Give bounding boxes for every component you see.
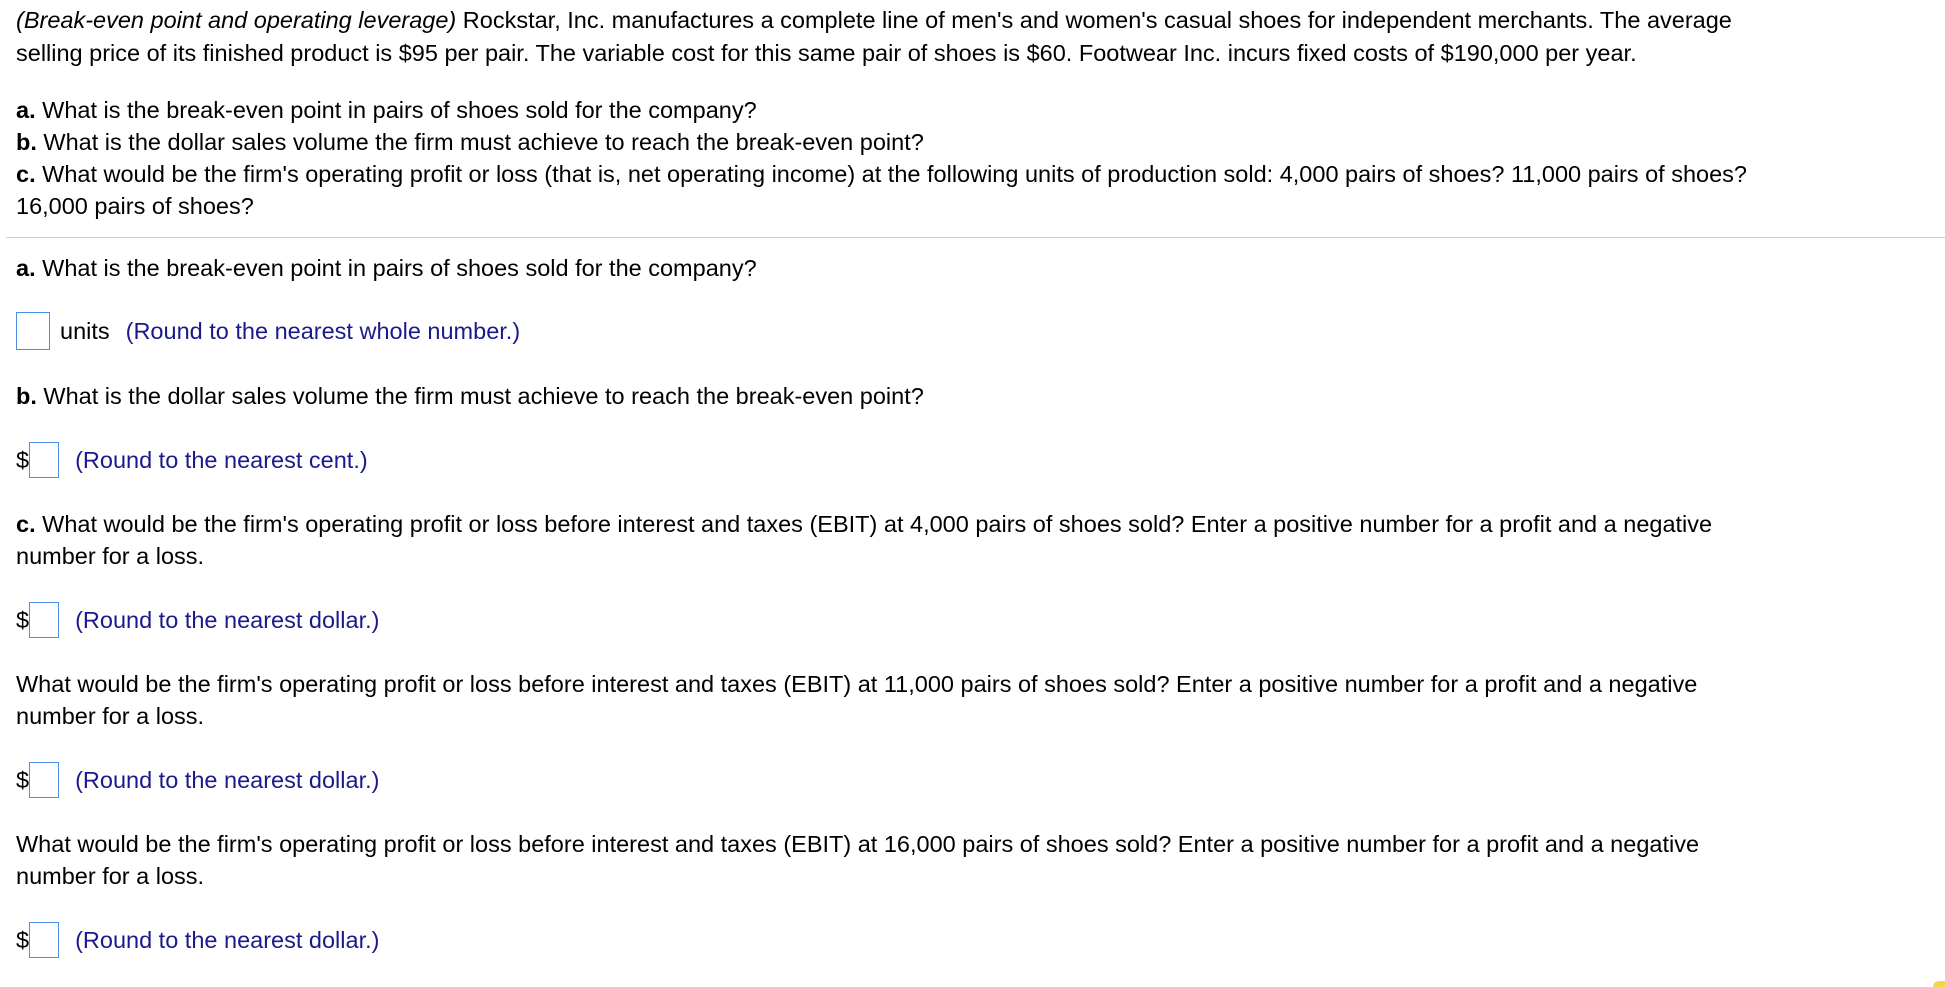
answer-row-a (16, 311, 520, 351)
problem-part-c-cont: 16,000 pairs of shoes? (16, 193, 254, 219)
dollar-sign: $ (16, 446, 30, 473)
part-c-text: What would be the firm's operating profit or loss (that is, net operating income) at the following units of production sold: 4,000 pairs of shoes? 11,000 pairs of shoes? (35, 161, 1747, 187)
question-c3-cont: number for a loss. (16, 863, 205, 889)
answer-row-b (16, 440, 368, 480)
problem-statement-line-2: selling price of its finished product is $95 per pair. The variable cost for this same pair of shoes is $60. Footwear Inc. incurs fixed costs of $190,000 per year. (16, 40, 1637, 66)
problem-topic: (Break-even point and operating leverage) (16, 7, 457, 33)
problem-statement-text-1: Rockstar, Inc. manufactures a complete line of men's and women's casual shoes for independent merchants. The average (456, 7, 1732, 33)
dollar-sign: $ (16, 766, 30, 793)
question-b-text: What is the dollar sales volume the firm must achieve to reach the break-even point? (36, 383, 924, 409)
answer-input-c2[interactable] (29, 762, 59, 798)
part-b-label: b. (16, 129, 37, 155)
answer-row-c1 (16, 600, 379, 640)
question-a (16, 252, 757, 284)
rounding-hint-b: (Round to the nearest cent.) (75, 446, 368, 473)
answer-row-c2 (16, 760, 379, 800)
rounding-hint-c1: (Round to the nearest dollar.) (75, 606, 380, 633)
question-c1-cont: number for a loss. (16, 543, 205, 569)
rounding-hint-c3: (Round to the nearest dollar.) (75, 926, 380, 953)
answer-row-c3 (16, 920, 379, 960)
part-a-text: What is the break-even point in pairs of shoes sold for the company? (35, 97, 757, 123)
dollar-sign: $ (16, 606, 30, 633)
problem-part-a (16, 94, 757, 126)
problem-part-b (16, 126, 924, 158)
question-c1 (16, 508, 1712, 540)
answer-input-c1[interactable] (29, 602, 59, 638)
answer-input-b[interactable] (29, 442, 59, 478)
rounding-hint-c2: (Round to the nearest dollar.) (75, 766, 380, 793)
part-a-label: a. (16, 97, 36, 123)
corner-decoration (1933, 981, 1945, 987)
answer-input-a[interactable] (16, 312, 50, 350)
question-c2: What would be the firm's operating profit or loss before interest and taxes (EBIT) at 11,000 pairs of shoes sold? Enter a positive number for a profit and a negative (16, 671, 1698, 697)
problem-part-c (16, 158, 1747, 190)
part-c-label: c. (16, 161, 36, 187)
question-a-label: a. (16, 255, 36, 281)
section-divider (6, 237, 1945, 238)
units-label: units (60, 317, 110, 344)
dollar-sign: $ (16, 926, 30, 953)
problem-statement-line-1 (16, 4, 1732, 36)
part-b-text: What is the dollar sales volume the firm must achieve to reach the break-even point? (36, 129, 924, 155)
answer-input-c3[interactable] (29, 922, 59, 958)
question-b (16, 380, 924, 412)
question-c1-text: What would be the firm's operating profit or loss before interest and taxes (EBIT) at 4,000 pairs of shoes sold? Enter a positive number for a profit and a negative (35, 511, 1713, 537)
question-c-label: c. (16, 511, 36, 537)
rounding-hint-a: (Round to the nearest whole number.) (125, 317, 521, 344)
question-a-text: What is the break-even point in pairs of shoes sold for the company? (35, 255, 757, 281)
question-b-label: b. (16, 383, 37, 409)
question-c2-cont: number for a loss. (16, 703, 205, 729)
question-c3: What would be the firm's operating profit or loss before interest and taxes (EBIT) at 16,000 pairs of shoes sold? Enter a positive number for a profit and a negative (16, 831, 1700, 857)
